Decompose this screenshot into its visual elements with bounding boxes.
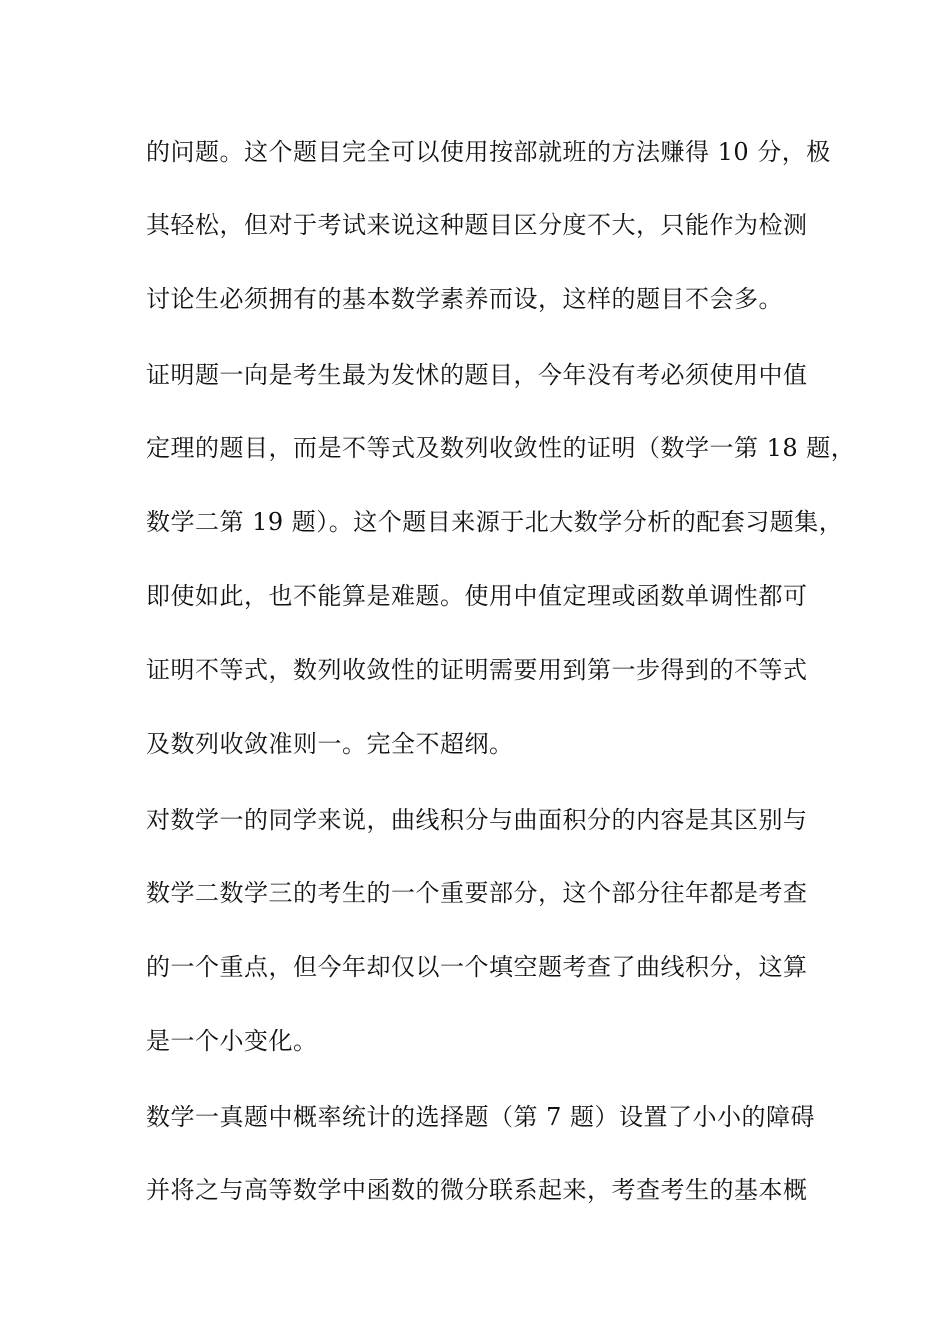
- text-line: 证明题一向是考生最为发怵的题目，今年没有考必须使用中值: [146, 361, 808, 389]
- text-line: 的问题。这个题目完全可以使用按部就班的方法赚得 10 分，极: [146, 138, 831, 166]
- text-line: 数学二第 19 题）。这个题目来源于北大数学分析的配套习题集，: [146, 508, 844, 536]
- text-line: 的一个重点，但今年却仅以一个填空题考查了曲线积分，这算: [146, 953, 808, 981]
- text-line: 对数学一的同学来说，曲线积分与曲面积分的内容是其区别与: [146, 806, 808, 834]
- text-line: 及数列收敛准则一。完全不超纲。: [146, 730, 514, 758]
- text-line: 数学二数学三的考生的一个重要部分，这个部分往年都是考查: [146, 879, 808, 907]
- text-line: 是一个小变化。: [146, 1027, 318, 1055]
- text-line: 定理的题目，而是不等式及数列收敛性的证明（数学一第 18 题，: [146, 434, 856, 462]
- text-line: 即使如此，也不能算是难题。使用中值定理或函数单调性都可: [146, 582, 808, 610]
- text-line: 数学一真题中概率统计的选择题（第 7 题）设置了小小的障碍: [146, 1103, 816, 1131]
- text-line: 并将之与高等数学中函数的微分联系起来，考查考生的基本概: [146, 1176, 808, 1204]
- text-line: 证明不等式，数列收敛性的证明需要用到第一步得到的不等式: [146, 656, 808, 684]
- text-line: 讨论生必须拥有的基本数学素养而设，这样的题目不会多。: [146, 285, 783, 313]
- text-line: 其轻松，但对于考试来说这种题目区分度不大，只能作为检测: [146, 211, 808, 239]
